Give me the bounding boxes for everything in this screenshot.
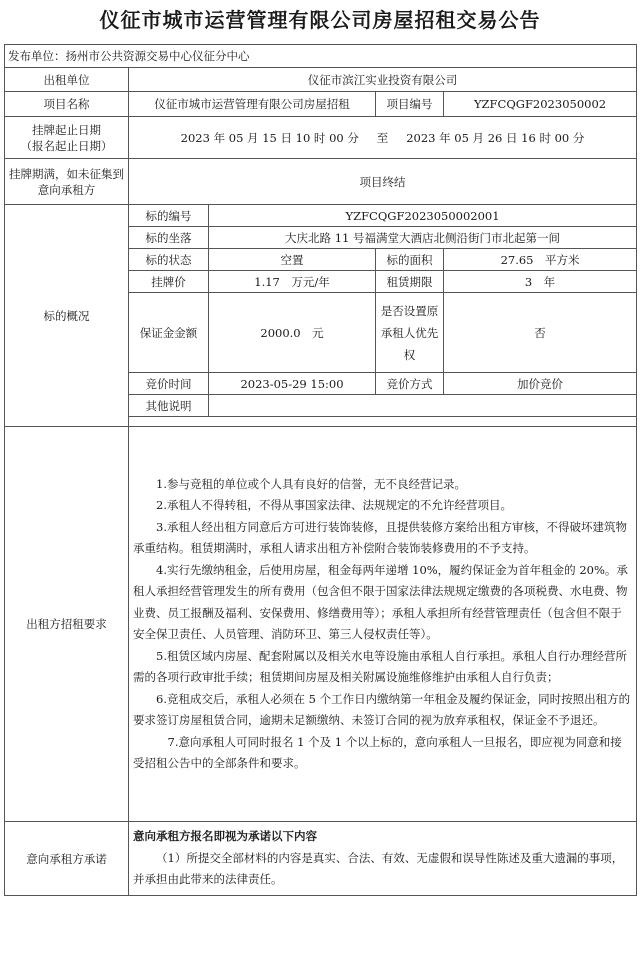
- status-value: 空置: [209, 249, 376, 271]
- bid-method-value: 加价竞价: [444, 373, 637, 395]
- price-label: 挂牌价: [129, 271, 209, 293]
- deposit-label: 保证金金额: [129, 293, 209, 373]
- listing-start: 2023 年 05 月 15 日 10 时 00 分: [180, 130, 359, 145]
- requirement-item: 5.租赁区域内房屋、配套附属以及相关水电等设施由承租人自行承担。承租人自行办理经营所需的各项行政审批手续；租赁期间房屋及相关附属设施维修维护由承租人自行负责；: [133, 648, 627, 684]
- announcement-table: [4, 44, 637, 896]
- deposit-value: 2000.0 元: [209, 293, 376, 373]
- project-name-value: 仪征市城市运营管理有限公司房屋招租: [129, 92, 376, 117]
- listing-end: 2023 年 05 月 26 日 16 时 00 分: [406, 130, 585, 145]
- project-code-label: 项目编号: [376, 92, 444, 117]
- overview-spacer: [129, 417, 637, 427]
- other-value: [209, 395, 637, 417]
- commitment-label: 意向承租方承诺: [5, 822, 129, 896]
- requirement-item: 6.竞租成交后，承租人必须在 5 个工作日内缴纳第一年租金及履约保证金，同时按照出租方的要求签订房屋租赁合同，逾期未足额缴纳、未签订合同的视为放弃承租权，保证金不予退还。: [133, 691, 631, 727]
- term-label: 租赁期限: [376, 271, 444, 293]
- priority-label: [376, 293, 444, 373]
- requirement-item: 3.承租人经出租方同意后方可进行装饰装修，且提供装修方案给出租方审核，不得破坏建筑物承重结构。租赁期满时，承租人请求出租方补偿附合装饰装修费用的不予支持。: [133, 519, 627, 555]
- requirements-content: [129, 427, 637, 822]
- listing-period-label-line2: （报名起止日期）: [20, 138, 113, 153]
- requirement-item: 7.意向承租人可同时报名 1 个及 1 个以上标的，意向承租人一旦报名，即应视为同意和接受招租公告中的全部条件和要求。: [133, 734, 622, 770]
- expiry-label-line1: 挂牌期满，如未征集到: [9, 166, 124, 181]
- bid-time-value: 2023-05-29 15:00: [209, 373, 376, 395]
- commitment-item: （1）所提交全部材料的内容是真实、合法、有效、无虚假和误导性陈述及重大遗漏的事项，并承担由此带来的法律责任。: [133, 850, 624, 887]
- requirement-item: 2.承租人不得转租，不得从事国家法律、法规规定的不允许经营项目。: [156, 498, 512, 512]
- area-value: 27.65 平方米: [444, 249, 637, 271]
- area-label: 标的面积: [376, 249, 444, 271]
- project-name-label: 项目名称: [5, 92, 129, 117]
- listing-period-value: [129, 117, 637, 159]
- project-code-value: YZFCQGF2023050002: [444, 92, 637, 117]
- lessor-label: 出租单位: [5, 68, 129, 92]
- bid-time-label: 竞价时间: [129, 373, 209, 395]
- lessor-value: 仪征市滨江实业投资有限公司: [129, 68, 637, 92]
- expiry-label: [5, 159, 129, 205]
- term-value: 3 年: [444, 271, 637, 293]
- requirement-item: 1.参与竞租的单位或个人具有良好的信誉，无不良经营记录。: [156, 476, 466, 491]
- priority-value: 否: [444, 293, 637, 373]
- requirement-item: 4.实行先缴纳租金，后使用房屋，租金每两年递增 10%，履约保证金为首年租金的 20%。承租人承担经营管理发生的所有费用（包含但不限于国家法律法规规定缴费的各项税费、水电费、物业费、员工报酬及福利、安保费用、修缮费用等）；承租人承担所有经营管理责任（包含但不限于安全保卫责任、人员管理、消防环卫、第三人侵权责任等）。: [133, 562, 628, 641]
- item-code-value: YZFCQGF2023050002001: [209, 205, 637, 227]
- publisher: 发布单位：扬州市公共资源交易中心仪征分中心: [5, 45, 637, 68]
- commitment-content: [129, 822, 637, 896]
- listing-period-label-line1: 挂牌起止日期: [32, 122, 101, 137]
- priority-label-line3: 权: [403, 347, 416, 362]
- expiry-label-line2: 意向承租方: [37, 182, 96, 197]
- price-value: 1.17 万元/年: [209, 271, 376, 293]
- item-code-label: 标的编号: [129, 205, 209, 227]
- other-label: 其他说明: [129, 395, 209, 417]
- status-label: 标的状态: [129, 249, 209, 271]
- expiry-value: 项目终结: [129, 159, 637, 205]
- bid-method-label: 竞价方式: [376, 373, 444, 395]
- commitment-heading: 意向承租方报名即视为承诺以下内容: [133, 829, 317, 844]
- priority-label-line2: 承租人优先: [380, 325, 439, 340]
- page-title: 仪征市城市运营管理有限公司房屋招租交易公告: [99, 8, 541, 32]
- priority-label-line1: 是否设置原: [380, 303, 439, 318]
- requirements-label: 出租方招租要求: [5, 427, 129, 822]
- location-value: 大庆北路 11 号福满堂大酒店北侧沿街门市北起第一间: [209, 227, 637, 249]
- location-label: 标的坐落: [129, 227, 209, 249]
- overview-label: 标的概况: [5, 205, 129, 427]
- listing-period-label: [5, 117, 129, 159]
- listing-separator: 至: [376, 130, 389, 145]
